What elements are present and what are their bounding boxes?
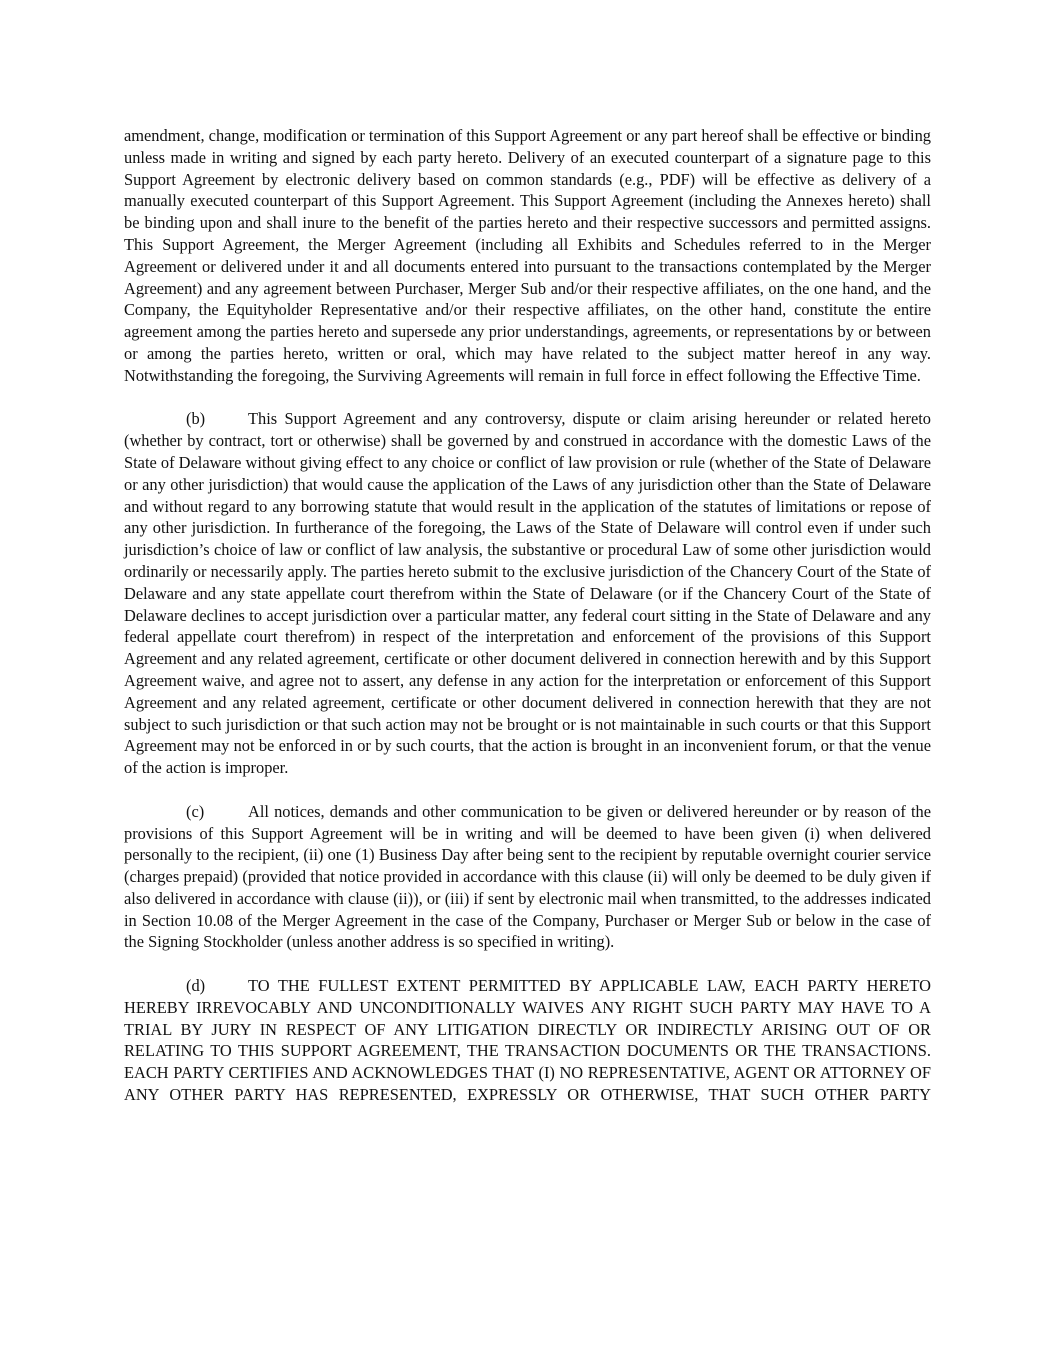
paragraph-label: (d) [186,976,206,996]
paragraph-d [124,975,931,1106]
paragraph-c [124,801,931,954]
paragraph-text: This Support Agreement and any controversy, dispute or claim arising hereunder or related hereto (whether by contract, tort or otherwise) shall be governed by and construed in accordance with the domestic Laws of the State of Delaware without giving effect to any choice or conflict of law provision or rule (whether of the State of Delaware or any other jurisdiction) that would cause the application of the Laws of any jurisdiction other than the State of Delaware and without regard to any borrowing statute that would result in the application of the statutes of limitations or repose of any other jurisdiction. In furtherance of the foregoing, the Laws of the State of Delaware will control even if under such jurisdiction’s choice of law or conflict of law analysis, the substantive or procedural Law of some other jurisdiction would ordinarily or necessarily apply. The parties hereto submit to the exclusive jurisdiction of the Chancery Court of the State of Delaware and any state appellate court therefrom within the State of Delaware (or if the Chancery Court of the State of Delaware declines to accept jurisdiction over a particular matter, any federal court sitting in the State of Delaware and any federal appellate court therefrom) in respect of the interpretation and enforcement of the provisions of this Support Agreement and any related agreement, certificate or other document delivered in connection herewith and by this Support Agreement waive, and agree not to assert, any defense in any action for the interpretation or enforcement of this Support Agreement and any related agreement, certificate or other document delivered in connection herewith that they are not subject to such jurisdiction or that such action may not be brought or is not maintainable in such courts or that this Support Agreement may not be enforced in or by such courts, that the action is brought in an inconvenient forum, or that the venue of the action is improper. [124,409,931,778]
paragraph-text: TO THE FULLEST EXTENT PERMITTED BY APPLICABLE LAW, EACH PARTY HERETO HEREBY IRREVOCABLY AND UNCONDITIONALLY WAIVES ANY RIGHT SUCH PARTY MAY HAVE TO A TRIAL BY JURY IN RESPECT OF ANY LITIGATION DIRECTLY OR INDIRECTLY ARISING OUT OF OR RELATING TO THIS SUPPORT AGREEMENT, THE TRANSACTION DOCUMENTS OR THE TRANSACTIONS. EACH PARTY CERTIFIES AND ACKNOWLEDGES THAT (I) NO REPRESENTATIVE, AGENT OR ATTORNEY OF ANY OTHER PARTY HAS REPRESENTED, EXPRESSLY OR OTHERWISE, THAT SUCH OTHER PARTY [124,976,931,1105]
paragraph-continuation [124,125,931,387]
document-page [124,125,931,1128]
paragraph-label: (c) [186,801,205,821]
paragraph-text: All notices, demands and other communication to be given or delivered hereunder or by reason of the provisions of this Support Agreement will be in writing and will be deemed to have been given (i) when delivered personally to the recipient, (ii) one (1) Business Day after being sent to the recipient by reputable overnight courier service (charges prepaid) (provided that notice provided in accordance with this clause (ii) will only be deemed to be duly given if also delivered in accordance with clause (ii)), or (iii) if sent by electronic mail when transmitted, to the addresses indicated in Section 10.08 of the Merger Agreement in the case of the Company, Purchaser or Merger Sub or below in the case of the Signing Stockholder (unless another address is so specified in writing). [124,801,931,952]
paragraph-text: amendment, change, modification or termination of this Support Agreement or any part hereof shall be effective or binding unless made in writing and signed by each party hereto. Delivery of an executed counterpart of a signature page to this Support Agreement by electronic delivery based on common standards (e.g., PDF) will be effective as delivery of a manually executed counterpart of this Support Agreement. This Support Agreement (including the Annexes hereto) shall be binding upon and shall inure to the benefit of the parties hereto and their respective successors and permitted assigns. This Support Agreement, the Merger Agreement (including all Exhibits and Schedules referred to in the Merger Agreement or delivered under it and all documents entered into pursuant to the transactions contemplated by the Merger Agreement) and any agreement between Purchaser, Merger Sub and/or their respective affiliates, on the one hand, and the Company, the Equityholder Representative and/or their respective affiliates, on the other hand, constitute the entire agreement among the parties hereto and supersede any prior understandings, agreements, or representations by or between or among the parties hereto, written or oral, which may have related to the subject matter hereof in any way. Notwithstanding the foregoing, the Surviving Agreements will remain in full force in effect following the Effective Time. [124,126,931,385]
paragraph-label: (b) [186,409,206,429]
paragraph-b [124,408,931,779]
